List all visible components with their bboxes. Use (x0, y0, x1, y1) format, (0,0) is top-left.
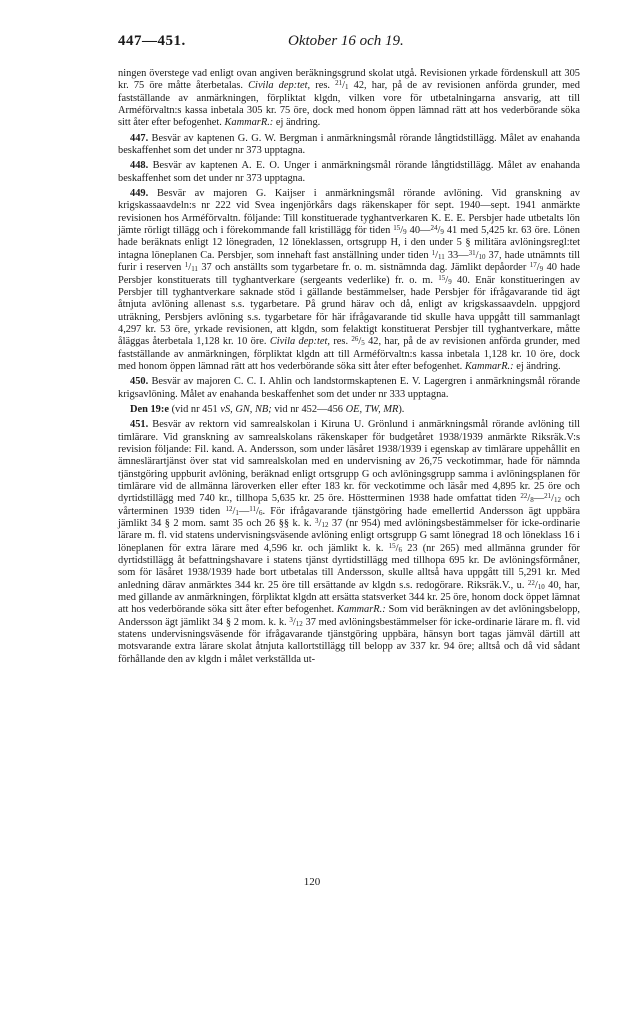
running-date: Oktober 16 och 19. (288, 33, 404, 49)
body-text (118, 68, 580, 669)
case-451: 451. Besvär av rektorn vid samrealskolan i Kiruna U. Grönlund i anmärkningsmål rörande avlöning till timlärare. Vid granskning av samrealskolans räkenskaper för budgetåret 1938/1939 anmärkte Riksräk.V:s revision följande: Fil. kand. A. Andersson, som under läsåret 1938/1939 i egenskap av timlärare uppehållit en ämneslärartjänst över stat vid samrealskolan med en undervisning av 26,75 veckotimmar, hade för nämnda tjänstgöring uppburit avlöning, beräknad enligt ortsgrupp G och avlöningsgrupp samma i avlöningsplanen för timlärare vid de allmänna läroverken eller efter 183 kr. för veckotimme och läsår med 4,895 kr. 25 öre och dyrtidstillägg med 740 kr., tillhopa 5,635 kr. 25 öre. Höstterminen 1938 hade omfattat tiden $^{22}/_8—^{21}/_{12}$ och vårterminen 1939 tiden $^{12}/_1—^{11}/_6$. För ifrågavarande tjänstgöring hade emellertid Andersson ägt uppbära jämlikt 34 § 2 mom. samt 35 och 26 §§ k. k. $^3/_{12}$ 37 (nr 954) med avlöningsbestämmelser för icke-ordinarie lärare m. fl. vid statens undervisningsväsende avlöning enligt ortsgrupp G samt lönegrad 18 och löneklass 16 i löneplanen för extra lärare med 4,596 kr. och jämlikt k. k. $^{15}/_6$ 23 (nr 265) med allmänna grunder för dyrtidstillägg åt befattningshavare i statens tjänst dyrtidstillägg med tillhopa 695 kr. De avlöningsförmåner, som för läsåret 1938/1939 hade bort utbetalas till Andersson, skulle alltså hava uppgått till 5,291 kr. Med anledning därav anmärktes 344 kr. 25 öre till ersättande av klgdn s.s. redogörare. Riksräk.V., u. $^{22}/_{10}$ 40, har, med gillande av anmärkningen, förpliktat klgdn att ersätta statsverket 344 kr. 25 öre, honom dock öppet lämnat att hos vederbörande söka sitt åter efter befogenhet. KammarR.: Som vid beräkningen av det avlöningsbelopp, Andersson ägt jämlikt 34 § 2 mom. k. k. $^3/_{12}$ 37 med avlöningsbestämmelser för icke-ordinarie lärare m. fl. vid statens undervisningsväsende för ifrågavarande tjänstgöring uppbära, hänsyn bort tagas jämväl därtill att motsvarande extra lärare skolat åtnjuta kallortstillägg till belopp av 337 kr. 94 öre; alltså och då vid sådant förhållande den av klgdn i målet verkställda ut- (118, 419, 581, 665)
case-number-range: 447—451. (118, 33, 186, 49)
session-date: Den 19:e (130, 403, 169, 415)
case-number: 450. (130, 376, 149, 388)
case-number: 449. (130, 188, 149, 200)
case-number: 451. (130, 419, 149, 431)
case-450: 450. Besvär av majoren C. C. I. Ahlin och landstormskaptenen E. V. Lagergren i anmärkningsmål rörande krigsavlöning. Målet av enahanda beskaffenhet som det under nr 333 upptagna. (118, 376, 580, 400)
paragraph-continuation: ningen överstege vad enligt ovan angiven beräkningsgrund skolat utgå. Revisionen yrkade fördenskull att 305 kr. 75 öre måtte återbetalas. Civila dep:tet, res. $^{21}/_1$ 42, har, på de av revisionen anförda grunder, med fastställande av anmärkningen, förpliktat klgdn, vilken vore för utbetalningarna ansvarig, att till Arméförvaltn:s kassa inbetala 305 kr. 75 öre, dock med honom öppen lämnad rätt att hos vederbörande söka sitt åter efter befogenhet. KammarR.: ej ändring. (118, 68, 580, 129)
case-449: 449. Besvär av majoren G. Kaijser i anmärkningsmål rörande avlöning. Vid granskning av krigskassaavdeln:s nr 222 vid Svea ingenjörkårs dags räkenskaper för sept. 1940—sept. 1941 anmärkte revisionen hos Arméförvaltn. följande: Till konstituerade tyghantverkaren K. E. E. Persbjer hade utbetalts lön jämte rörligt tillägg och i förekommande fall kristillägg för tiden $^{15}/_9$ $40—^{24}/_9$ 41 med 5,425 kr. 63 öre. Lönen hade beräknats enligt 12 lönegraden, 12 löneklassen, ortsgrupp H, i den under 5 § militära avlöningsregl:tet intagna löneplanen Ca. Persbjer, som innehaft fast anställning under tiden $^1/_{11}$ $33—^{31}/_{10}$ 37, hade utnämnts till furir i reserven $^1/_{11}$ 37 och anställts som tygarbetare fr. o. m. sistnämnda dag. Jämlikt depåorder $^{17}/_9$ 40 hade Persbjer konstituerats till tyghantverkare (sergeants vederlike) fr. o. m. $^{15}/_9$ 40. Enär konstitueringen av Persbjer till tyghantverkare saknade stöd i gällande bestämmelser, hade Persbjer för ifrågavarande tid ägt åtnjuta avlöning allenast s.s. tygarbetare. På grund härav och då, enligt av krigskassaavdeln. uppgjord uträkning, Persbjers avlöning s.s. tygarbetare för här ifrågavarande tid skulle hava uppgått till sammanlagt 4,297 kr. 53 öre, yrkade revisionen, att klgdn, som felaktigt konstituerat Persbjer till tyghantverkare, måtte åläggas återbetala 1,128 kr. 10 öre. Civila dep:tet, res. $^{26}/_5$ 42, har, på de av revisionen anförda grunder, med fastställande av anmärkningen, förpliktat klgdn att till Arméförvaltn:s kassa inbetala 1,128 kr. 10 öre, dock med honom öppen lämnad rätt att hos vederbörande söka sitt åter efter befogenhet. KammarR.: ej ändring. (118, 188, 580, 372)
case-number: 448. (130, 160, 149, 172)
case-448: 448. Besvär av kaptenen A. E. O. Unger i anmärkningsmål rörande långtidstillägg. Målet av enahanda beskaffenhet som det under nr 373 upptagna. (118, 160, 580, 184)
page-number: 120 (303, 876, 321, 888)
page-header (118, 33, 580, 53)
case-number: 447. (130, 132, 149, 144)
session-heading-den-19: Den 19:e (vid nr 451 vS, GN, NB; vid nr 452—456 OE, TW, MR). (130, 403, 405, 415)
case-447: 447. Besvär av kaptenen G. G. W. Bergman i anmärkningsmål rörande långtidstillägg. Målet av enahanda beskaffenhet som det under nr 373 upptagna. (118, 132, 580, 157)
